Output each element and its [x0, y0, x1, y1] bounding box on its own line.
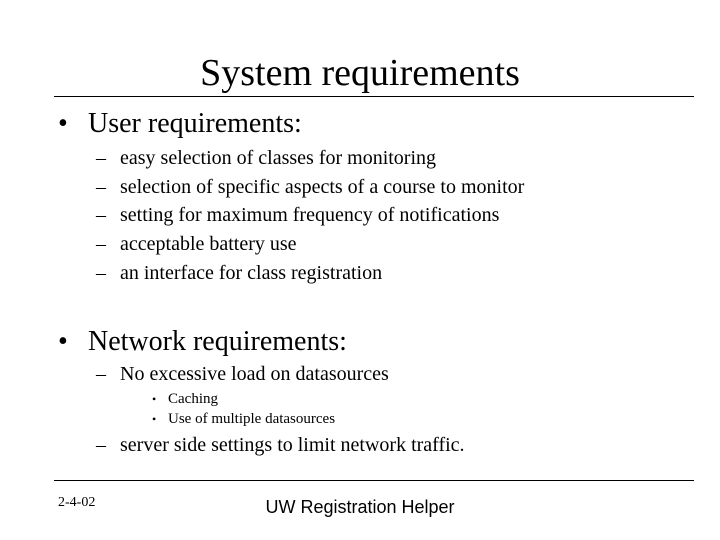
network-requirements-heading	[58, 326, 347, 358]
bullet-icon: •	[58, 326, 68, 357]
footer-date: 2-4-02	[58, 495, 96, 510]
list-item	[96, 203, 499, 227]
user-requirement-text: easy selection of classes for monitoring	[120, 147, 437, 169]
sub-bullet-icon: •	[152, 412, 157, 426]
user-requirement-text: acceptable battery use	[120, 233, 297, 255]
dash-icon: –	[96, 176, 106, 198]
dash-icon: –	[96, 434, 106, 456]
sub-item-text: Caching	[168, 391, 218, 407]
slide-title: System requirements	[200, 52, 520, 94]
list-item	[96, 433, 465, 457]
user-requirement-text: setting for maximum frequency of notifications	[120, 204, 500, 226]
list-item	[96, 232, 297, 256]
list-item	[96, 261, 382, 285]
sub-list-item	[152, 389, 218, 409]
sub-bullet-icon: •	[152, 392, 157, 406]
dash-icon: –	[96, 147, 106, 169]
list-item	[96, 362, 389, 386]
network-requirements-label: Network requirements:	[88, 326, 347, 357]
user-requirement-text: an interface for class registration	[120, 262, 383, 284]
title-divider	[54, 96, 694, 97]
dash-icon: –	[96, 363, 106, 385]
dash-icon: –	[96, 262, 106, 284]
dash-icon: –	[96, 233, 106, 255]
network-requirement-text: No excessive load on datasources	[120, 363, 389, 385]
sub-item-text: Use of multiple datasources	[168, 411, 336, 427]
footer-title: UW Registration Helper	[265, 497, 455, 517]
list-item	[96, 146, 436, 170]
user-requirement-text: selection of specific aspects of a course to monitor	[120, 176, 525, 198]
network-requirement-text: server side settings to limit network traffic.	[120, 434, 465, 456]
user-requirements-heading	[58, 108, 302, 140]
bullet-icon: •	[58, 108, 68, 139]
dash-icon: –	[96, 204, 106, 226]
list-item	[96, 175, 524, 199]
user-requirements-label: User requirements:	[88, 108, 302, 139]
footer-divider	[54, 480, 694, 481]
sub-list-item	[152, 409, 335, 429]
